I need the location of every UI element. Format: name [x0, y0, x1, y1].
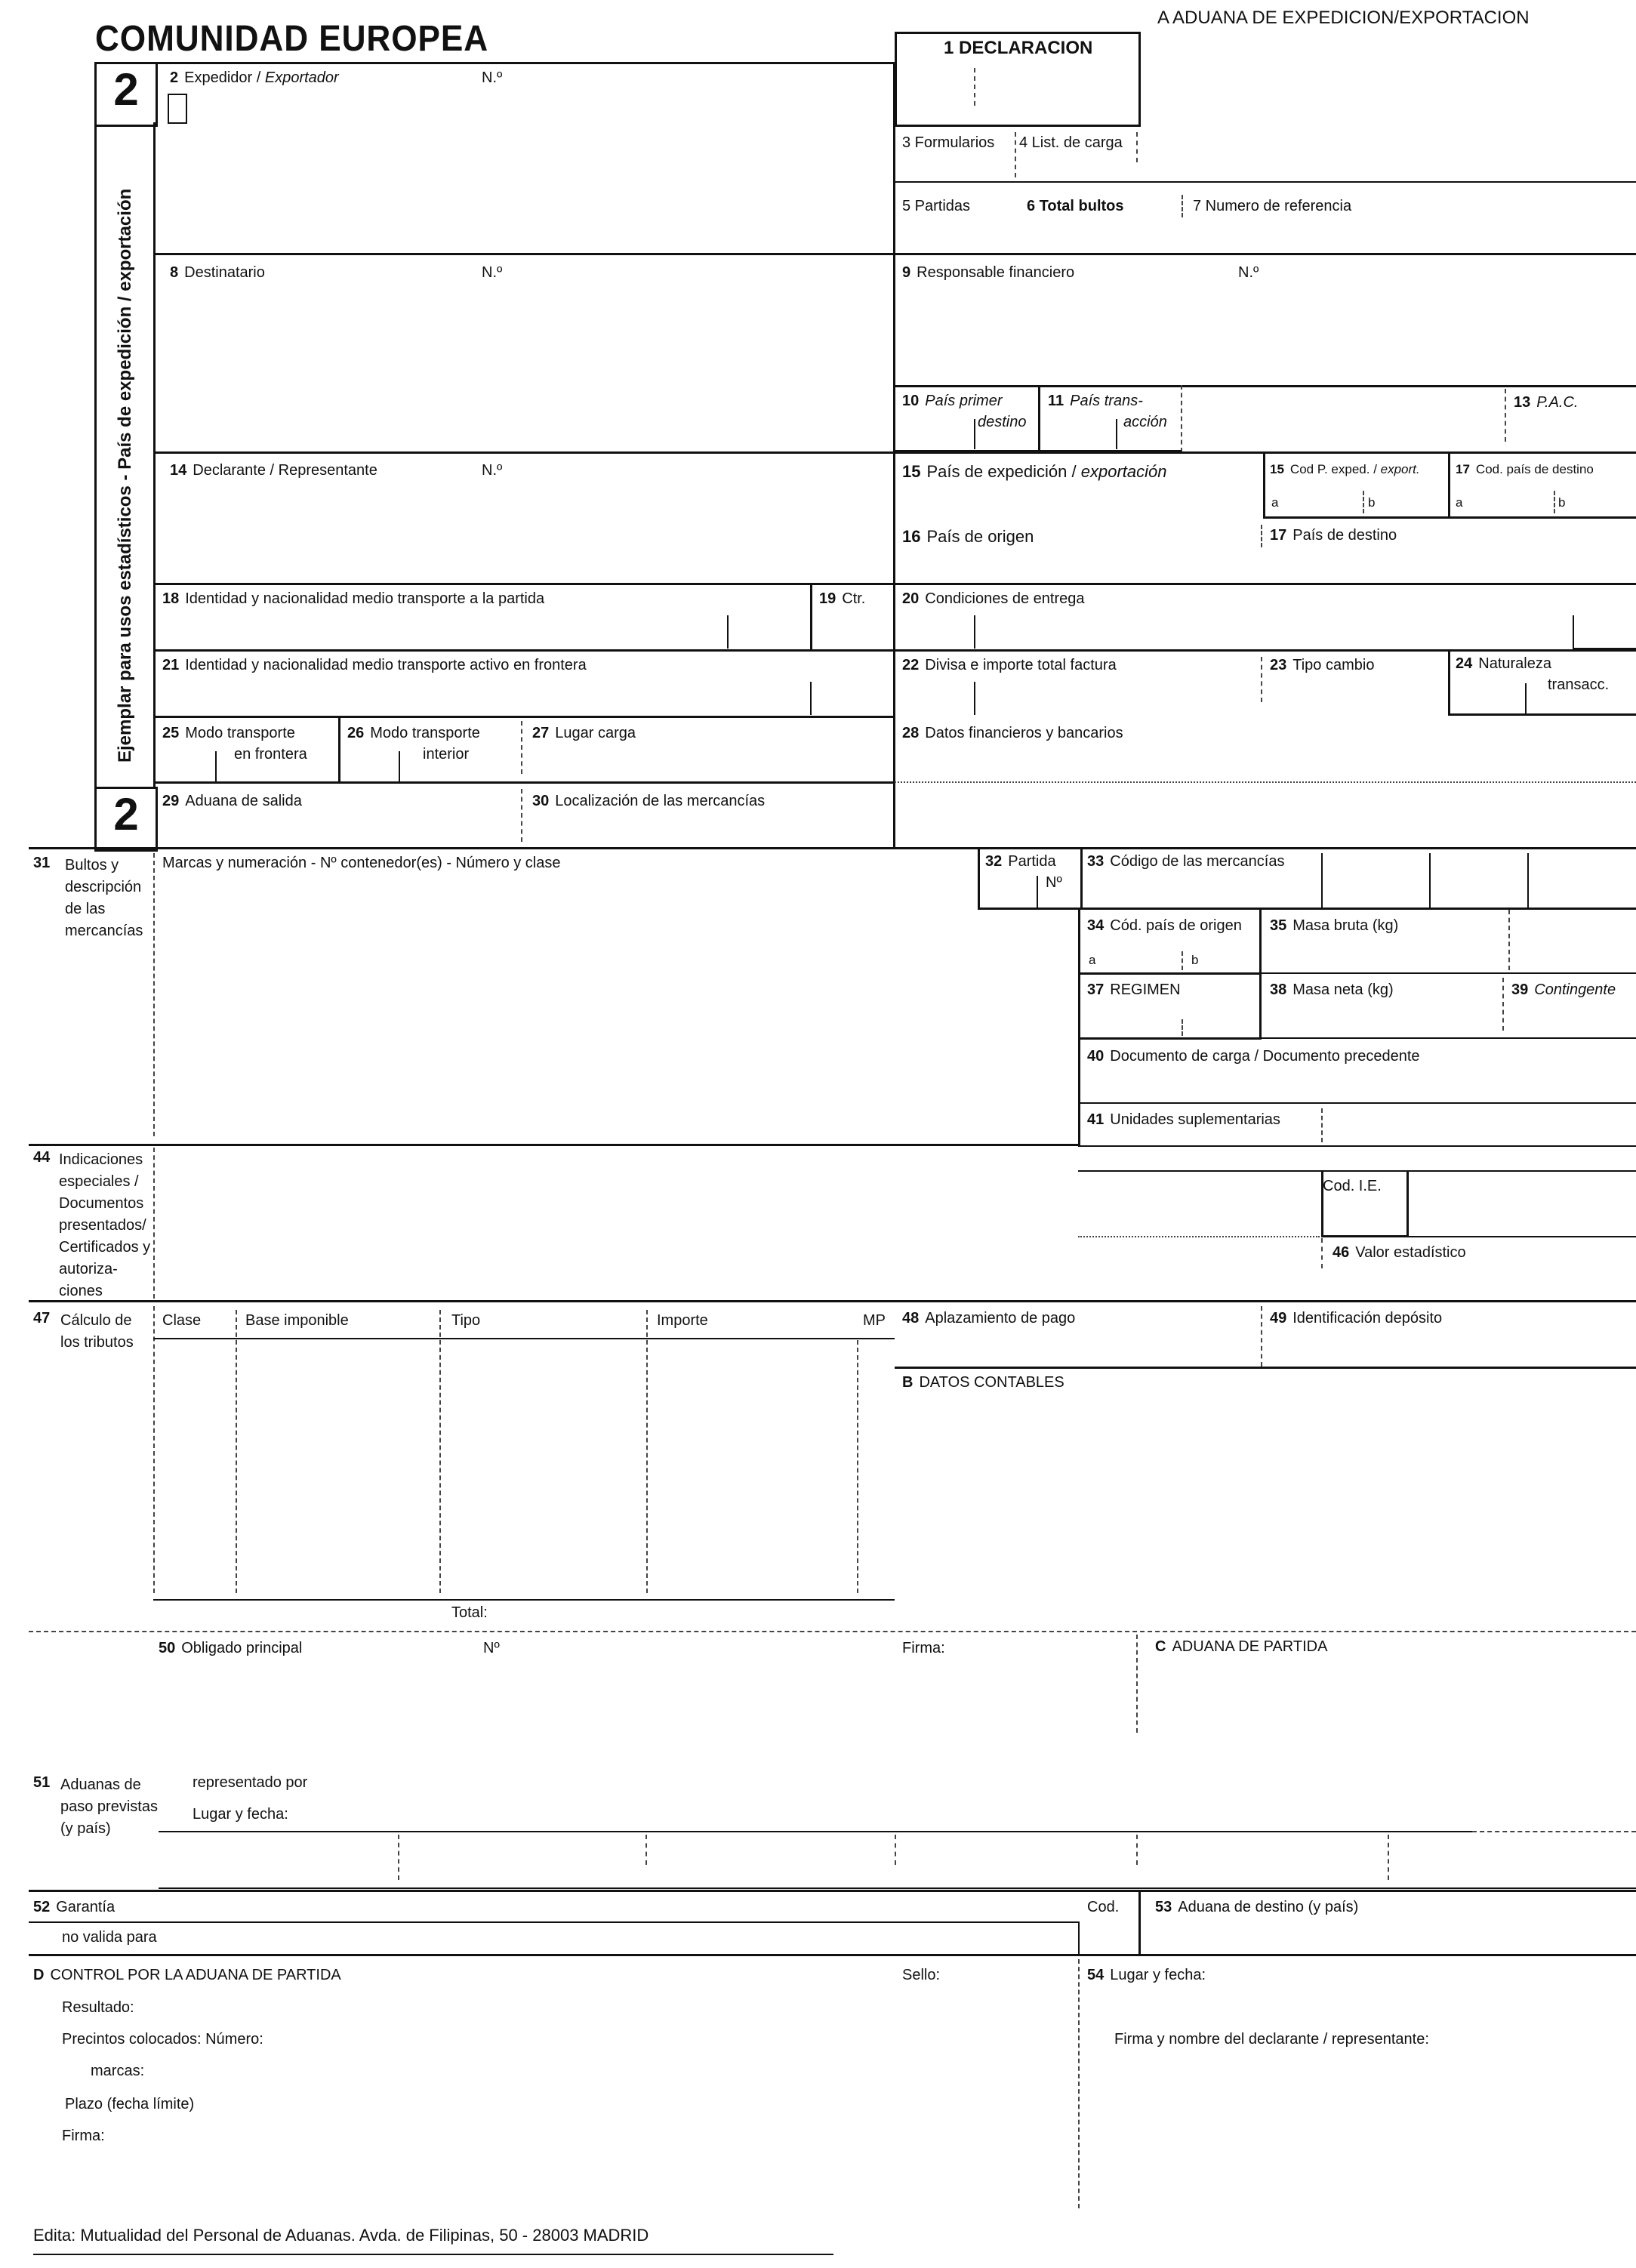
- box48-label: 48 Aplazamiento de pago: [902, 1310, 1076, 1327]
- box16-label: 16 País de origen: [902, 527, 1034, 546]
- box11-tick: [1116, 419, 1117, 449]
- destination-copy-label: A ADUANA DE EXPEDICION/EXPORTACION: [1157, 8, 1530, 28]
- boxB-label: B DATOS CONTABLES: [902, 1374, 1064, 1391]
- box52-sub: no valida para: [62, 1929, 157, 1946]
- boxD-firma: Firma:: [62, 2128, 105, 2144]
- box52-cod-tick: [1078, 1921, 1080, 1954]
- box51-rep: representado por: [193, 1774, 308, 1791]
- row-41-top: [1078, 1102, 1636, 1104]
- box14-label: 14 Declarante / Representante: [170, 462, 377, 479]
- frame-top: [153, 62, 895, 64]
- box51-div-5: [1388, 1835, 1389, 1880]
- box19-left: [810, 583, 812, 649]
- boxD-label: D CONTROL POR LA ADUANA DE PARTIDA: [33, 1967, 341, 1983]
- copy-number-bottom: 2: [113, 789, 139, 840]
- box10-label: 10 País primer: [902, 393, 1003, 409]
- box47-total: Total:: [451, 1604, 488, 1621]
- box23-label: 23 Tipo cambio: [1270, 657, 1375, 673]
- box52-label: 52 Garantía: [33, 1899, 116, 1915]
- row-8-top: [153, 253, 1636, 255]
- row-3-4-bottom: [895, 181, 1636, 183]
- publisher-footer: Edita: Mutualidad del Personal de Aduanas. Avda. de Filipinas, 50 - 28003 MADRID: [33, 2226, 649, 2245]
- box17b-label: 17 País de destino: [1270, 527, 1397, 544]
- box27-label: 27 Lugar carga: [532, 725, 636, 741]
- box21-tick: [810, 682, 812, 715]
- box17-divider: [1554, 491, 1555, 513]
- col-divider-1: [236, 1310, 237, 1593]
- box54-label: 54 Lugar y fecha:: [1087, 1967, 1206, 1983]
- box2-number-label: N.º: [482, 69, 503, 86]
- col-clase: Clase: [162, 1312, 202, 1329]
- box26-label-2: interior: [423, 746, 470, 763]
- cod-ie-label: Cod. I.E.: [1323, 1178, 1382, 1194]
- box24-label-2: transacc.: [1548, 676, 1610, 693]
- box51-line-1-dash: [1472, 1831, 1636, 1832]
- copy-number: 2: [113, 64, 139, 115]
- box31-label: Bultos y descripción de las mercancías: [65, 857, 143, 939]
- box25-label-2: en frontera: [234, 746, 307, 763]
- box51-lugar: Lugar y fecha:: [193, 1806, 288, 1823]
- box7-label: 7 Numero de referencia: [1193, 198, 1352, 214]
- box15-code-a: a: [1271, 495, 1279, 510]
- box35-label: 35 Masa bruta (kg): [1270, 917, 1399, 934]
- box34-b: b: [1191, 953, 1199, 967]
- col-importe: Importe: [657, 1312, 708, 1329]
- box11-label: 11 País trans-: [1048, 393, 1143, 409]
- box8-number-label: N.º: [482, 264, 503, 281]
- box47-header-line: [153, 1338, 895, 1339]
- box31-header: Marcas y numeración - Nº contenedor(es) - Número y clase: [162, 855, 561, 871]
- box2-label: 2 Expedidor / Exportador: [170, 69, 339, 86]
- box40-label: 40 Documento de carga / Documento precedente: [1087, 1048, 1420, 1065]
- box54-firma: Firma y nombre del declarante / representante:: [1114, 2031, 1429, 2048]
- box51-number: 51: [33, 1774, 51, 1791]
- box4-right-divider: [1136, 132, 1138, 162]
- box50-C-divider: [1136, 1635, 1138, 1733]
- box28-dotted: [895, 781, 1636, 783]
- box52-cod-label: Cod.: [1087, 1899, 1120, 1915]
- box19-label: 19 Ctr.: [819, 590, 866, 607]
- row-50-top: [29, 1631, 1636, 1632]
- box13-divider: [1505, 389, 1506, 442]
- box50-number: Nº: [483, 1640, 500, 1656]
- box14-number-label: N.º: [482, 462, 503, 479]
- box34-label: 34 Cód. país de origen: [1087, 917, 1242, 934]
- box33-div2: [1429, 853, 1431, 908]
- row-18-top: [153, 583, 1636, 585]
- box52-line: [29, 1921, 1078, 1923]
- box15-code-divider: [1363, 491, 1364, 513]
- row-40-top: [1259, 1037, 1636, 1039]
- box32-label-2: Nº: [1046, 874, 1062, 891]
- box32-label: 32 Partida: [985, 853, 1056, 870]
- box13-label: 13 P.A.C.: [1514, 394, 1579, 411]
- box29-label: 29 Aduana de salida: [162, 793, 302, 809]
- boxD-plazo: Plazo (fecha límite): [65, 2096, 195, 2112]
- box54-divider: [1078, 1959, 1080, 2208]
- boxD-marcas: marcas:: [91, 2063, 145, 2079]
- box17-b: b: [1558, 495, 1566, 510]
- row-52-top: [29, 1890, 1636, 1892]
- box24-label: 24 Naturaleza: [1456, 655, 1551, 672]
- row-29-top: [153, 781, 895, 784]
- box26-tick: [399, 751, 400, 781]
- row-37-top: [1259, 972, 1636, 974]
- box6-label: 6 Total bultos: [1027, 198, 1124, 214]
- box22-23-divider: [1261, 657, 1262, 702]
- form-title: COMUNIDAD EUROPEA: [95, 19, 489, 59]
- box51-label: Aduanas de paso previstas (y país): [60, 1776, 158, 1837]
- box33-div1: [1321, 853, 1323, 908]
- box24-tick: [1525, 683, 1527, 713]
- boxD-sello: Sello:: [902, 1967, 941, 1983]
- box51-div-1: [398, 1835, 399, 1880]
- box47-label: Cálculo de los tributos: [60, 1312, 134, 1351]
- box22-tick: [974, 682, 975, 715]
- box46-label: 46 Valor estadístico: [1333, 1244, 1466, 1261]
- box3-label: 3 Formularios: [902, 134, 995, 151]
- box51-line-2: [159, 1887, 1636, 1889]
- box50-firma: Firma:: [902, 1640, 945, 1656]
- col-divider-4: [857, 1340, 858, 1593]
- box33-div3: [1527, 853, 1529, 908]
- row-21-top: [153, 649, 1636, 652]
- box31-divider: [153, 853, 155, 1136]
- box5-label: 5 Partidas: [902, 198, 971, 214]
- box30-label: 30 Localización de las mercancías: [532, 793, 766, 809]
- box46-divider: [1321, 1238, 1323, 1268]
- box25-tick: [215, 751, 217, 781]
- box17-label: 17 Cod. país de destino: [1456, 462, 1594, 476]
- side-strip-right-border: [153, 122, 156, 787]
- box37-divider: [1182, 1019, 1183, 1036]
- box41-divider: [1321, 1108, 1323, 1142]
- box38-39-divider: [1502, 978, 1504, 1031]
- box6-7-divider: [1182, 195, 1183, 217]
- box44-divider: [153, 1148, 155, 1299]
- col-base: Base imponible: [245, 1312, 349, 1329]
- main-divider: [893, 62, 895, 847]
- box4-label: 4 List. de carga: [1019, 134, 1123, 151]
- box46-dotted: [1078, 1236, 1320, 1237]
- box26-27-divider: [521, 721, 522, 774]
- col-divider-3: [646, 1310, 648, 1593]
- box47-total-line: [153, 1599, 895, 1601]
- box50-label: 50 Obligado principal: [159, 1640, 303, 1656]
- declaration-divider: [974, 68, 975, 106]
- declaration-label: 1 DECLARACION: [944, 38, 1093, 58]
- box17-a: a: [1456, 495, 1463, 510]
- box8-label: 8 Destinatario: [170, 264, 265, 281]
- box25-label: 25 Modo transporte: [162, 725, 295, 741]
- box34-a: a: [1089, 953, 1096, 967]
- box33-label: 33 Código de las mercancías: [1087, 853, 1285, 870]
- box37-label: 37 REGIMEN: [1087, 981, 1181, 998]
- box34-divider: [1182, 951, 1183, 970]
- col-tipo: Tipo: [451, 1312, 481, 1329]
- exporter-checkbox[interactable]: [168, 94, 187, 124]
- box17-bottom: [1448, 516, 1636, 519]
- box38-label: 38 Masa neta (kg): [1270, 981, 1394, 998]
- box53-label: 53 Aduana de destino (y país): [1155, 1899, 1359, 1915]
- box47-number: 47: [33, 1310, 51, 1327]
- box44-number: 44: [33, 1149, 51, 1166]
- row-47-top: [29, 1300, 1636, 1302]
- box46-line: [1404, 1236, 1636, 1237]
- box51-line-1: [159, 1831, 1472, 1832]
- box48-49-divider: [1261, 1306, 1262, 1367]
- box20-label: 20 Condiciones de entrega: [902, 590, 1085, 607]
- box9-number-label: N.º: [1238, 264, 1259, 281]
- boxD-precintos: Precintos colocados: Número:: [62, 2031, 263, 2048]
- box28-label: 28 Datos financieros y bancarios: [902, 725, 1123, 741]
- box20-tick-2: [1573, 615, 1574, 649]
- box51-div-4: [1136, 1835, 1138, 1865]
- box10-tick: [974, 419, 975, 449]
- box32-tick: [1037, 876, 1038, 908]
- box10-label-2: destino: [978, 414, 1027, 430]
- box18-label: 18 Identidad y nacionalidad medio transporte a la partida: [162, 590, 545, 607]
- box29-30-divider: [521, 789, 522, 842]
- box26-label: 26 Modo transporte: [347, 725, 480, 741]
- footer-line: [33, 2254, 833, 2255]
- box41-bottom: [1078, 1145, 1636, 1147]
- col-divider-2: [439, 1310, 441, 1593]
- row-44-top: [29, 1144, 1078, 1146]
- box31-number: 31: [33, 855, 51, 871]
- boxD-resultado: Resultado:: [62, 1999, 134, 2016]
- row-D-top: [29, 1954, 1636, 1956]
- row-B-top: [895, 1367, 1636, 1369]
- box51-div-2: [645, 1835, 647, 1865]
- row-31-top: [29, 847, 1636, 849]
- box11-label-2: acción: [1123, 414, 1167, 430]
- box15-label: 15 País de expedición / exportación: [902, 462, 1167, 481]
- box44-label: Indicaciones especiales / Documentos presentados/ Certificados y autoriza- ciones: [59, 1151, 151, 1299]
- box47-divider: [153, 1306, 155, 1593]
- box21-label: 21 Identidad y nacionalidad medio transporte activo en frontera: [162, 657, 587, 673]
- side-strip-left-border: [94, 122, 97, 787]
- cod-ie-box[interactable]: [1321, 1170, 1409, 1237]
- box35-divider: [1508, 910, 1510, 970]
- box22-label: 22 Divisa e importe total factura: [902, 657, 1117, 673]
- boxC-label: C ADUANA DE PARTIDA: [1155, 1638, 1328, 1655]
- col-mp: MP: [863, 1312, 886, 1329]
- box51-div-3: [895, 1835, 896, 1865]
- box15-code-b: b: [1368, 495, 1376, 510]
- box16-17-divider: [1261, 525, 1262, 547]
- box39-label: 39 Contingente: [1511, 981, 1616, 998]
- box9-label: 9 Responsable financiero: [902, 264, 1075, 281]
- box3-4-divider: [1015, 132, 1016, 177]
- box49-label: 49 Identificación depósito: [1270, 1310, 1443, 1327]
- box41-label: 41 Unidades suplementarias: [1087, 1111, 1280, 1128]
- box20-tick: [974, 615, 975, 649]
- side-strip-text: Ejemplar para usos estadísticos - País de expedición / exportación: [115, 188, 135, 763]
- box18-tick: [727, 615, 729, 649]
- box15-code-label: 15 Cod P. exped. / export.: [1270, 462, 1420, 476]
